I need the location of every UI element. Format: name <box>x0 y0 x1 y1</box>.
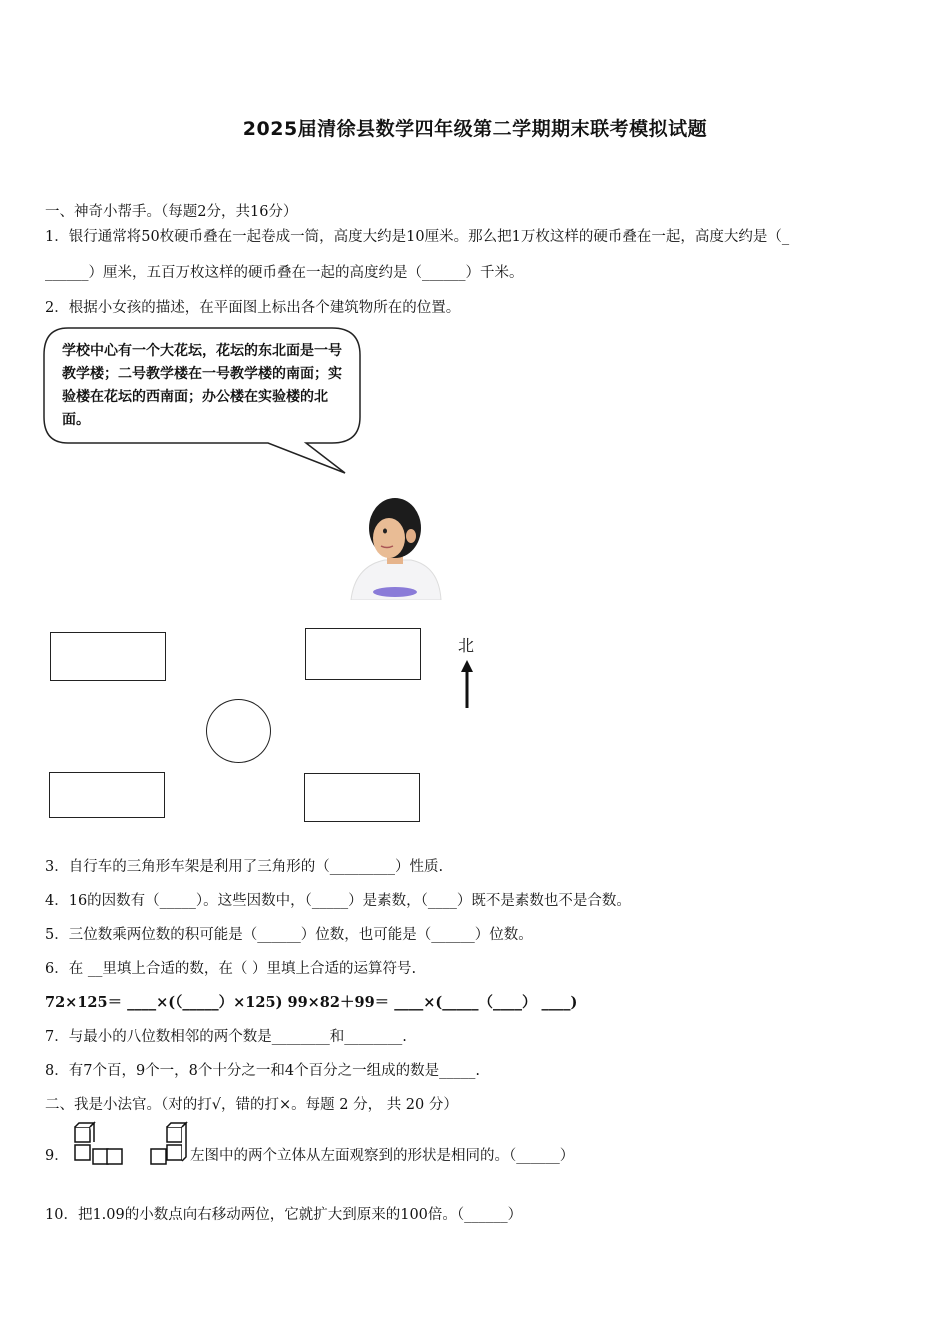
question-9-number: 9． <box>45 1148 69 1164</box>
question-8: 8．有7个百，9个一，8个十分之一和4个百分之一组成的数是_____. <box>45 1063 480 1079</box>
question-3: 3．自行车的三角形车架是利用了三角形的（_________）性质. <box>45 859 444 875</box>
section-2-heading: 二、我是小法官。（对的打√，错的打×。每题 2 分， 共 20 分） <box>45 1097 458 1113</box>
question-6: 6．在 __里填上合适的数，在（ ）里填上合适的运算符号. <box>45 961 417 977</box>
question-6-expression: 72×125＝ ____×(（_____）×125) 99×82＋99＝ ____×(_____（____） ____) <box>45 994 578 1011</box>
plan-box-bottom-left <box>49 772 165 818</box>
question-1-line-2: ______）厘米，五百万枚这样的硬币叠在一起的高度约是（______）千米。 <box>45 265 524 281</box>
question-2: 2．根据小女孩的描述，在平面图上标出各个建筑物所在的位置。 <box>45 300 461 316</box>
cube-solid-1-icon <box>72 1121 126 1167</box>
question-7: 7．与最小的八位数相邻的两个数是________和________. <box>45 1029 407 1045</box>
flower-bed-circle <box>206 699 271 763</box>
plan-box-top-left <box>50 632 166 681</box>
girl-illustration <box>345 488 445 600</box>
plan-box-top-right <box>305 628 421 680</box>
question-4: 4．16的因数有（_____）。这些因数中，（_____）是素数，（____）既不是素数也不是合数。 <box>45 893 631 909</box>
question-1-line-1: 1．银行通常将50枚硬币叠在一起卷成一筒，高度大约是10厘米。那么把1万枚这样的硬币叠在一起，高度大约是（_ <box>45 229 790 245</box>
question-5: 5．三位数乘两位数的积可能是（______）位数，也可能是（______）位数。 <box>45 927 533 943</box>
plan-box-bottom-right <box>304 773 420 822</box>
north-arrow-icon <box>458 660 476 710</box>
page-title: 2025届清徐县数学四年级第二学期期末联考模拟试题 <box>242 118 708 140</box>
north-label: 北 <box>458 636 475 655</box>
question-10: 10．把1.09的小数点向右移动两位，它就扩大到原来的100倍。（______） <box>45 1207 523 1223</box>
question-9-text: 左图中的两个立体从左面观察到的形状是相同的。（______） <box>190 1148 575 1164</box>
cube-solid-2-icon <box>145 1121 189 1167</box>
section-1-heading: 一、神奇小帮手。（每题2分，共16分） <box>45 204 298 220</box>
speech-bubble-text: 学校中心有一个大花坛，花坛的东北面是一号教学楼；二号教学楼在一号教学楼的南面；实验楼在花坛的西南面；办公楼在实验楼的北面。 <box>62 343 342 428</box>
